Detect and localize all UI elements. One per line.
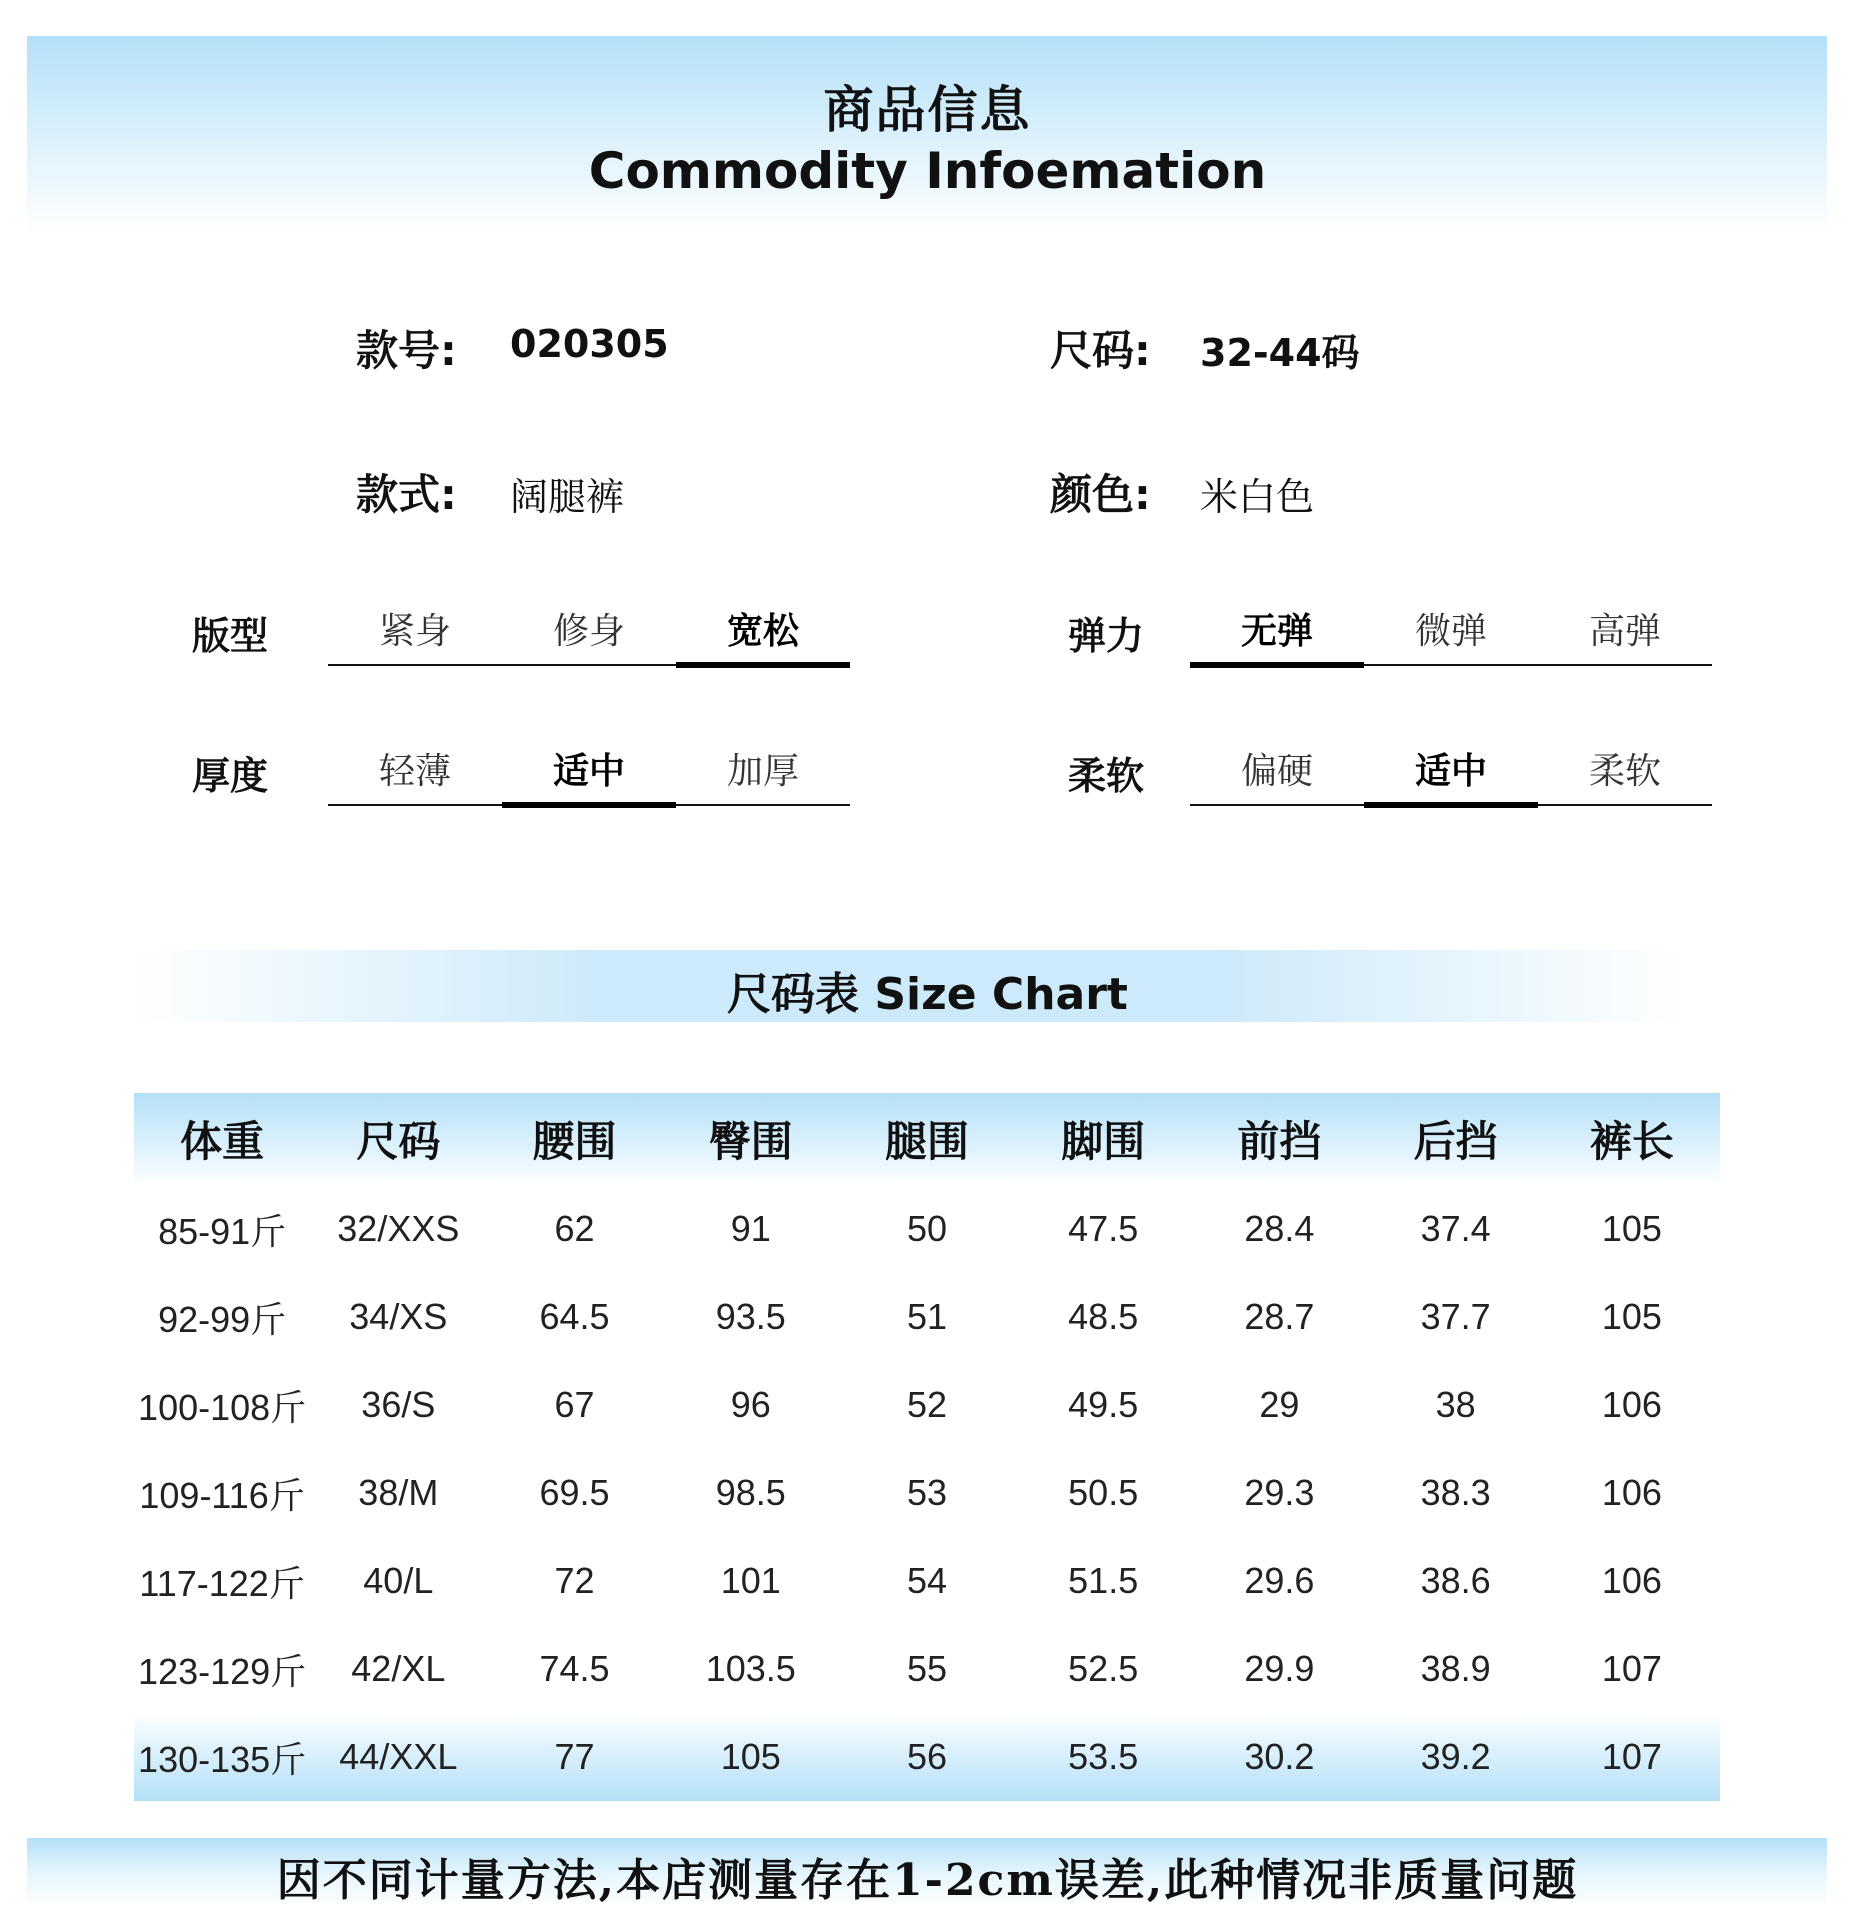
table-row [134, 1449, 1720, 1537]
table-cell: 64.5 [539, 1296, 610, 1337]
table-cell: 54 [906, 1560, 947, 1601]
thickness-label: 厚度 [192, 754, 269, 798]
table-cell: 29.9 [1244, 1648, 1315, 1689]
style-value: 阔腿裤 [510, 475, 625, 519]
table-cell: 72 [554, 1560, 595, 1601]
fit-option: 修身 [552, 611, 625, 652]
table-row [134, 1185, 1720, 1273]
table-row [134, 1713, 1720, 1801]
table-cell: 77 [486, 1713, 662, 1801]
header-hem: 脚围 [1015, 1093, 1191, 1185]
table-cell: 117-122斤 [139, 1562, 305, 1604]
table-cell: 29.3 [1244, 1472, 1315, 1513]
table-cell: 106 [1601, 1384, 1662, 1425]
table-cell: 123-129斤 [138, 1650, 307, 1692]
table-cell: 106 [1601, 1472, 1662, 1513]
table-row [134, 1273, 1720, 1361]
table-row [134, 1625, 1720, 1713]
table-cell: 42/XL [351, 1648, 446, 1689]
size-chart-title: 尺码表 Size Chart [727, 969, 1128, 1020]
style-number-value: 020305 [510, 322, 669, 366]
table-cell: 109-116斤 [139, 1474, 305, 1516]
table-cell: 47.5 [1068, 1208, 1139, 1249]
table-cell: 69.5 [539, 1472, 610, 1513]
table-cell: 38.6 [1420, 1560, 1491, 1601]
table-cell: 40/L [363, 1560, 434, 1601]
table-cell: 74.5 [539, 1648, 610, 1689]
fit-option: 紧身 [378, 611, 451, 652]
header-thigh: 腿围 [839, 1093, 1015, 1185]
size-range-label: 尺码: [1050, 326, 1151, 375]
table-cell: 103.5 [705, 1648, 796, 1689]
table-cell: 28.7 [1244, 1296, 1315, 1337]
table-cell: 101 [720, 1560, 781, 1601]
table-cell: 49.5 [1068, 1384, 1139, 1425]
table-cell: 38 [1435, 1384, 1476, 1425]
measurement-disclaimer: 因不同计量方法,本店测量存在1-2cm误差,此种情况非质量问题 [276, 1855, 1579, 1906]
table-cell: 36/S [361, 1384, 436, 1425]
fit-option: 宽松 [676, 604, 850, 664]
table-cell: 48.5 [1068, 1296, 1139, 1337]
softness-option: 适中 [1364, 744, 1538, 804]
table-cell: 105 [1601, 1208, 1662, 1249]
thickness-scale [328, 744, 850, 806]
header-waist: 腰围 [486, 1093, 662, 1185]
table-cell: 29.6 [1244, 1560, 1315, 1601]
elasticity-option: 无弹 [1190, 604, 1364, 664]
table-cell: 53 [906, 1472, 947, 1513]
style-number-label: 款号: [356, 326, 457, 375]
table-cell: 93.5 [715, 1296, 786, 1337]
table-cell: 30.2 [1191, 1713, 1367, 1801]
thickness-option: 轻薄 [378, 751, 451, 792]
table-cell: 29 [1259, 1384, 1300, 1425]
header-length: 裤长 [1544, 1093, 1720, 1185]
table-cell: 62 [554, 1208, 595, 1249]
table-row [134, 1361, 1720, 1449]
table-cell: 34/XS [349, 1296, 448, 1337]
table-cell: 96 [730, 1384, 771, 1425]
header-size: 尺码 [310, 1093, 486, 1185]
table-cell: 91 [730, 1208, 771, 1249]
size-range-value: 32-44码 [1200, 331, 1360, 375]
page-title: 商品信息 [823, 81, 1032, 139]
table-cell: 100-108斤 [138, 1386, 307, 1428]
table-cell: 51 [906, 1296, 947, 1337]
thickness-option: 加厚 [726, 751, 799, 792]
page-subtitle: Commodity Infoemation [588, 142, 1267, 200]
table-cell: 32/XXS [337, 1208, 460, 1249]
table-cell: 107 [1601, 1648, 1662, 1689]
color-value: 米白色 [1200, 475, 1315, 519]
table-cell: 98.5 [715, 1472, 786, 1513]
table-cell: 67 [554, 1384, 595, 1425]
table-cell: 28.4 [1244, 1208, 1315, 1249]
table-cell: 38/M [358, 1472, 439, 1513]
header-hip: 臀围 [663, 1093, 839, 1185]
table-body [134, 1185, 1720, 1801]
softness-scale [1190, 744, 1712, 806]
table-cell: 37.4 [1420, 1208, 1491, 1249]
softness-label: 柔软 [1068, 754, 1145, 798]
table-cell: 39.2 [1368, 1713, 1544, 1801]
size-chart-table [134, 1093, 1720, 1801]
elasticity-scale [1190, 604, 1712, 666]
elasticity-label: 弹力 [1068, 614, 1145, 658]
table-cell: 56 [839, 1713, 1015, 1801]
table-cell: 38.3 [1420, 1472, 1491, 1513]
table-cell: 51.5 [1068, 1560, 1139, 1601]
table-cell: 106 [1601, 1560, 1662, 1601]
table-cell: 52 [906, 1384, 947, 1425]
header-front-rise: 前挡 [1191, 1093, 1367, 1185]
table-cell: 50 [906, 1208, 947, 1249]
table-header-row [134, 1093, 1720, 1185]
elasticity-option: 高弹 [1588, 611, 1661, 652]
table-cell: 92-99斤 [158, 1298, 287, 1340]
table-cell: 85-91斤 [158, 1210, 287, 1252]
header-back-rise: 后挡 [1368, 1093, 1544, 1185]
table-cell: 38.9 [1420, 1648, 1491, 1689]
table-cell: 130-135斤 [134, 1713, 310, 1801]
header-weight: 体重 [134, 1093, 310, 1185]
table-cell: 55 [906, 1648, 947, 1689]
table-cell: 53.5 [1015, 1713, 1191, 1801]
thickness-option: 适中 [502, 744, 676, 804]
table-cell: 105 [663, 1713, 839, 1801]
table-cell: 50.5 [1068, 1472, 1139, 1513]
table-cell: 37.7 [1420, 1296, 1491, 1337]
softness-option: 柔软 [1588, 751, 1661, 792]
elasticity-option: 微弹 [1414, 611, 1487, 652]
color-label: 颜色: [1050, 470, 1151, 519]
fit-label: 版型 [192, 614, 269, 658]
table-cell: 52.5 [1068, 1648, 1139, 1689]
table-cell: 107 [1544, 1713, 1720, 1801]
table-cell: 105 [1601, 1296, 1662, 1337]
style-label: 款式: [356, 470, 457, 519]
table-row [134, 1537, 1720, 1625]
table-cell: 44/XXL [310, 1713, 486, 1801]
softness-option: 偏硬 [1240, 751, 1313, 792]
fit-scale [328, 604, 850, 666]
